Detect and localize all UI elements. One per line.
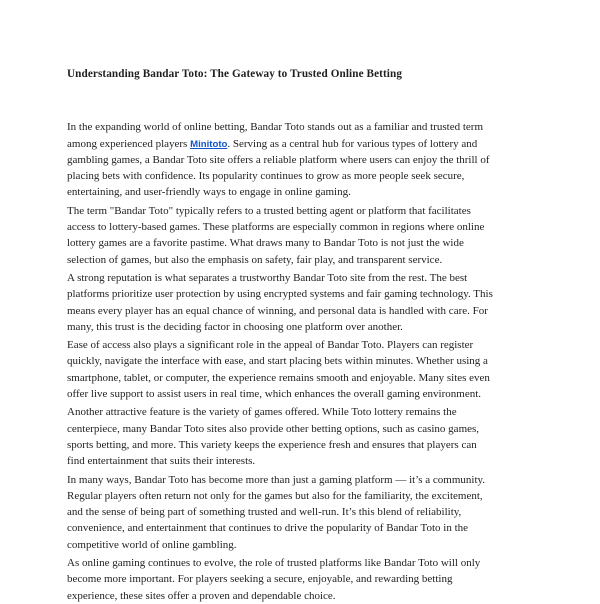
text-line: platforms prioritize user protection by using encrypted systems and fair gaming technology. This	[67, 288, 493, 301]
text-line: experience, these sites offer a proven and dependable choice.	[67, 589, 336, 602]
text-line: Ease of access also plays a significant role in the appeal of Bandar Toto. Players can register	[67, 339, 474, 352]
text-line: and the sense of being part of something trusted and well-run. It’s this blend of reliability,	[67, 506, 462, 519]
minitoto-link[interactable]: Minitoto	[190, 138, 228, 150]
text-line: gambling games, a Bandar Toto site offers a reliable platform where users can enjoy the thrill of	[67, 153, 490, 166]
paragraph-reputation	[67, 270, 580, 335]
text-line: find entertainment that suits their interests.	[67, 455, 256, 468]
text-line: Another attractive feature is the variety of games offered. While Toto lottery remains the	[67, 406, 457, 419]
text-line: Regular players often return not only for the games but also for the familiarity, the excitement,	[67, 489, 483, 502]
text-line: competitive world of online gambling.	[67, 538, 237, 551]
text-line: In the expanding world of online betting, Bandar Toto stands out as a familiar and trusted term	[67, 121, 484, 134]
paragraph-definition	[67, 203, 580, 268]
text-line: sports betting, and more. This variety keeps the experience fresh and ensures that players can	[67, 438, 477, 451]
paragraph-conclusion	[67, 555, 580, 604]
text-line-with-link	[67, 136, 580, 152]
text-line: The term "Bandar Toto" typically refers to a trusted betting agent or platform that facilitates	[67, 204, 471, 217]
text-line: become more important. For players seeking a secure, enjoyable, and rewarding betting	[67, 573, 453, 586]
text-line: many, this trust is the deciding factor in choosing one platform over another.	[67, 320, 403, 333]
text-line: centerpiece, many Bandar Toto sites also provide other betting options, such as casino games,	[67, 422, 480, 435]
text-line: access to lottery-based games. These platforms are especially common in regions where online	[67, 221, 485, 234]
paragraph-intro	[67, 119, 580, 200]
text-line: selection of games, but also the emphasis on safety, fair play, and transparent service.	[67, 253, 443, 266]
paragraph-game-variety	[67, 404, 580, 469]
text-line: As online gaming continues to evolve, the role of trusted platforms like Bandar Toto will only	[67, 557, 481, 570]
text-after-link: . Serving as a central hub for various types of lottery and	[227, 137, 478, 150]
text-line: A strong reputation is what separates a trustworthy Bandar Toto site from the rest. The best	[67, 271, 468, 284]
text-line: placing bets with confidence. Its popularity continues to grow as more people seek secure,	[67, 170, 465, 183]
text-line: entertaining, and user-friendly ways to engage in online gaming.	[67, 186, 351, 199]
text-line: quickly, navigate the interface with ease, and start placing bets within minutes. Whether using a	[67, 355, 488, 368]
text-line: offer live support to assist users in real time, which enhances the overall gaming environment.	[67, 388, 482, 401]
text-line: In many ways, Bandar Toto has become more than just a gaming platform — it’s a community.	[67, 473, 486, 486]
text-line: lottery games are a favorite pastime. What draws many to Bandar Toto is not just the wide	[67, 237, 464, 250]
text-line: means every player has an equal chance of winning, and personal data is handled with care. For	[67, 304, 488, 317]
paragraph-community	[67, 472, 580, 553]
paragraph-ease-of-access	[67, 337, 580, 402]
text-line: convenience, and entertainment that continues to drive the popularity of Bandar Toto in the	[67, 522, 469, 535]
text-line: smartphone, tablet, or computer, the experience remains smooth and enjoyable. Many sites even	[67, 371, 490, 384]
page-title: Understanding Bandar Toto: The Gateway to Trusted Online Betting	[67, 68, 403, 80]
text-before-link: among experienced players	[67, 137, 191, 150]
